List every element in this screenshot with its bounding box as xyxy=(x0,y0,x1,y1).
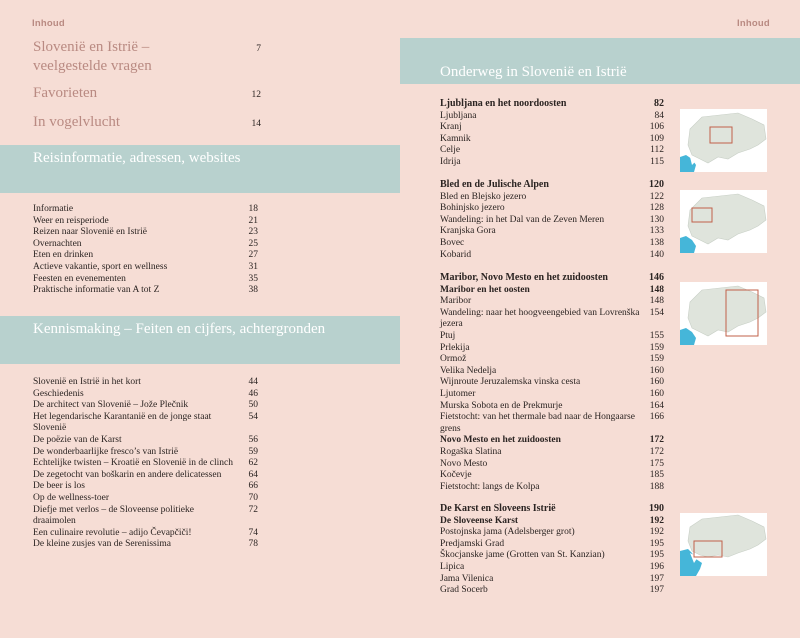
entry-page: 21 xyxy=(248,215,258,226)
reisinformatie-list xyxy=(33,204,258,297)
entry-title: De poëzie van de Karst xyxy=(33,434,122,445)
entry-title: Postojnska jama (Adelsberger grot) xyxy=(440,527,575,538)
entry-page: 154 xyxy=(649,307,664,318)
toc-entry[interactable] xyxy=(440,366,664,378)
toc-entry[interactable] xyxy=(440,192,664,204)
entry-page: 66 xyxy=(248,481,258,492)
locator-map-maribor xyxy=(680,282,767,345)
entry-page: 196 xyxy=(649,561,664,572)
toc-entry[interactable] xyxy=(33,470,258,482)
toc-entry[interactable] xyxy=(440,412,664,435)
entry-page: 120 xyxy=(649,179,664,190)
entry-title: Op de wellness-toer xyxy=(33,492,109,503)
entry-page: 138 xyxy=(649,237,664,248)
entry-title: Weer en reisperiode xyxy=(33,215,109,226)
toc-entry[interactable] xyxy=(33,412,258,435)
entry-title: Favorieten xyxy=(33,85,98,101)
locator-map-bled xyxy=(680,190,767,253)
entry-title: Wijnroute Jeruzalemska vinska cesta xyxy=(440,377,581,388)
toc-entry[interactable] xyxy=(33,216,258,228)
entry-title: Informatie xyxy=(33,204,74,214)
entry-title: Wandeling: in het Dal van de Zeven Meren xyxy=(440,214,605,225)
entry-page: 25 xyxy=(248,238,258,249)
toc-entry[interactable] xyxy=(440,401,664,413)
entry-page: 128 xyxy=(649,203,664,214)
entry-title: Kamnik xyxy=(440,133,471,144)
toc-entry[interactable] xyxy=(33,389,258,401)
entry-title: Ljubljana en het noordoosten xyxy=(440,98,567,109)
entry-page: 70 xyxy=(248,492,258,503)
entry-page: 59 xyxy=(248,446,258,457)
toc-entry[interactable] xyxy=(440,203,664,215)
entry-page: 50 xyxy=(248,400,258,411)
section-heading[interactable] xyxy=(440,179,664,191)
section-band-kennismaking: Kennismaking – Feiten en cijfers, achtergronden xyxy=(0,316,400,364)
entry-page: 160 xyxy=(649,388,664,399)
toc-entry[interactable] xyxy=(440,157,664,169)
toc-entry[interactable] xyxy=(33,458,258,470)
toc-entry[interactable] xyxy=(33,239,258,251)
toc-entry[interactable] xyxy=(33,481,258,493)
entry-page: 172 xyxy=(649,446,664,457)
kennismaking-list xyxy=(33,377,258,551)
entry-page: 18 xyxy=(248,204,258,214)
toc-section-maribor xyxy=(440,272,664,493)
entry-page: 195 xyxy=(649,538,664,549)
entry-page: 172 xyxy=(649,435,664,446)
toc-main-entry[interactable] xyxy=(33,113,261,134)
section-band-reisinformatie: Reisinformatie, adressen, websites xyxy=(0,145,400,193)
toc-entry[interactable] xyxy=(440,516,664,528)
entry-title: Jama Vilenica xyxy=(440,573,494,584)
entry-page: 197 xyxy=(649,573,664,584)
entry-title: Overnachten xyxy=(33,238,82,249)
entry-page: 54 xyxy=(248,411,258,422)
toc-entry[interactable] xyxy=(33,528,258,540)
toc-entry[interactable] xyxy=(440,134,664,146)
locator-map-karst xyxy=(680,513,767,576)
entry-page: 112 xyxy=(650,145,664,156)
entry-title: Velika Nedelja xyxy=(440,365,497,376)
entry-title: Feesten en evenementen xyxy=(33,273,126,284)
entry-page: 115 xyxy=(650,156,664,167)
toc-entry[interactable] xyxy=(33,377,258,389)
entry-title: Praktische informatie van A tot Z xyxy=(33,285,160,296)
toc-entry[interactable] xyxy=(440,539,664,551)
entry-page: 56 xyxy=(248,434,258,445)
entry-title: Lipica xyxy=(440,561,465,572)
entry-title: De Sloveense Karst xyxy=(440,515,519,526)
entry-title: Prlekija xyxy=(440,342,470,353)
toc-entry[interactable] xyxy=(440,285,664,297)
entry-title: De kleine zusjes van de Serenissima xyxy=(33,539,171,550)
toc-entry[interactable] xyxy=(33,505,258,528)
entry-page: 160 xyxy=(649,377,664,388)
entry-page: 164 xyxy=(649,400,664,411)
toc-entry[interactable] xyxy=(33,435,258,447)
toc-entry[interactable] xyxy=(440,482,664,494)
toc-entry[interactable] xyxy=(440,459,664,471)
entry-title: Grad Socerb xyxy=(440,585,488,596)
entry-title: Murska Sobota en de Prekmurje xyxy=(440,400,563,411)
toc-section-bled xyxy=(440,179,664,261)
section-heading[interactable] xyxy=(440,503,664,515)
toc-entry[interactable] xyxy=(440,585,664,597)
entry-page: 44 xyxy=(248,377,258,387)
entry-page: 23 xyxy=(248,227,258,238)
entry-page: 146 xyxy=(649,272,664,283)
entry-title: Het legendarische Karantanië en de jonge staat Slovenië xyxy=(33,411,212,434)
entry-title: Bohinjsko jezero xyxy=(440,203,505,214)
entry-title: Celje xyxy=(440,145,461,156)
entry-title: Kranjska Gora xyxy=(440,226,496,237)
entry-title: Kočevje xyxy=(440,470,472,481)
entry-page: 160 xyxy=(649,365,664,376)
toc-entry[interactable] xyxy=(33,274,258,286)
entry-title: Fietstocht: van het thermale bad naar de Hongaarse grens xyxy=(440,412,635,434)
toc-entry[interactable] xyxy=(33,285,258,297)
entry-page: 82 xyxy=(654,98,664,109)
entry-title: De Karst en Sloveens Istrië xyxy=(440,503,556,514)
entry-title: Predjamski Grad xyxy=(440,538,505,549)
entry-title: Ptuj xyxy=(440,330,456,341)
toc-entry[interactable] xyxy=(440,389,664,401)
running-header-right: Inhoud xyxy=(737,18,770,29)
entry-page: 35 xyxy=(248,273,258,284)
toc-entry[interactable] xyxy=(440,145,664,157)
entry-title: De wonderbaarlijke fresco’s van Istrië xyxy=(33,446,179,457)
entry-title: Maribor en het oosten xyxy=(440,284,530,295)
section-band-onderweg: Onderweg in Slovenië en Istrië xyxy=(400,38,800,84)
toc-main-entry[interactable] xyxy=(33,84,261,105)
entry-title: Kobarid xyxy=(440,249,472,260)
entry-title: Idrija xyxy=(440,156,461,167)
entry-page: 159 xyxy=(649,342,664,353)
entry-page: 84 xyxy=(654,110,664,121)
entry-title: Bled en de Julische Alpen xyxy=(440,179,549,190)
running-header-left: Inhoud xyxy=(32,18,65,29)
entry-page: 78 xyxy=(248,539,258,550)
toc-entry[interactable] xyxy=(33,262,258,274)
entry-page: 155 xyxy=(649,330,664,341)
entry-page: 106 xyxy=(649,122,664,133)
entry-title: Slovenië en Istrië – veelgestelde vragen xyxy=(33,39,152,74)
toc-entry[interactable] xyxy=(440,343,664,355)
entry-page: 46 xyxy=(248,388,258,399)
entry-page: 72 xyxy=(248,504,258,515)
entry-page: 140 xyxy=(649,249,664,260)
entry-title: In vogelvlucht xyxy=(33,114,121,130)
entry-title: Eten en drinken xyxy=(33,250,94,261)
entry-page: 195 xyxy=(649,550,664,561)
entry-page: 64 xyxy=(248,469,258,480)
entry-title: Kranj xyxy=(440,122,462,133)
toc-entry[interactable] xyxy=(33,447,258,459)
toc-entry[interactable] xyxy=(33,400,258,412)
entry-title: Reizen naar Slovenië en Istrië xyxy=(33,227,147,238)
entry-page: 109 xyxy=(649,133,664,144)
entry-title: Actieve vakantie, sport en wellness xyxy=(33,261,168,272)
entry-title: Echtelijke twisten – Kroatië en Slovenië in de clinch xyxy=(33,458,233,469)
entry-page: 31 xyxy=(248,261,258,272)
entry-page: 192 xyxy=(649,515,664,526)
entry-page: 175 xyxy=(649,458,664,469)
entry-title: Novo Mesto en het zuidoosten xyxy=(440,435,561,446)
entry-title: Novo Mesto xyxy=(440,458,488,469)
entry-title: Slovenië en Istrië in het kort xyxy=(33,377,141,387)
entry-page: 197 xyxy=(649,585,664,596)
toc-entry[interactable] xyxy=(440,527,664,539)
toc-main-entry[interactable] xyxy=(33,38,261,76)
toc-entry[interactable] xyxy=(440,308,664,331)
toc-entry[interactable] xyxy=(33,539,258,551)
entry-page: 190 xyxy=(649,503,664,514)
toc-entry[interactable] xyxy=(440,226,664,238)
toc-entry[interactable] xyxy=(33,204,258,216)
entry-page: 192 xyxy=(649,527,664,538)
entry-title: Een culinaire revolutie – adijo Čevapčiči! xyxy=(33,527,192,538)
toc-section-karst xyxy=(440,503,664,597)
entry-page: 148 xyxy=(649,284,664,295)
toc-entry[interactable] xyxy=(440,447,664,459)
entry-title: Geschiedenis xyxy=(33,388,84,399)
section-heading[interactable] xyxy=(440,98,664,110)
toc-entry[interactable] xyxy=(440,296,664,308)
toc-entry[interactable] xyxy=(440,354,664,366)
entry-title: De zegetocht van boškarin en andere delicatessen xyxy=(33,469,222,480)
entry-title: Maribor xyxy=(440,296,472,307)
entry-title: Ljubljana xyxy=(440,110,477,121)
entry-title: Ormož xyxy=(440,354,467,365)
entry-page: 62 xyxy=(248,458,258,469)
entry-page: 130 xyxy=(649,214,664,225)
toc-entry[interactable] xyxy=(440,331,664,343)
entry-page: 148 xyxy=(649,296,664,307)
toc-entry[interactable] xyxy=(33,250,258,262)
entry-page: 14 xyxy=(251,119,261,129)
locator-map-ljubljana xyxy=(680,109,767,172)
toc-entry[interactable] xyxy=(440,470,664,482)
entry-page: 12 xyxy=(251,90,261,100)
entry-page: 122 xyxy=(649,191,664,202)
toc-entry[interactable] xyxy=(33,227,258,239)
entry-page: 7 xyxy=(256,44,261,54)
entry-title: Wandeling: naar het hoogveengebied van Lovrenška jezera xyxy=(440,307,640,330)
section-heading[interactable] xyxy=(440,272,664,284)
entry-title: Škocjanske jame (Grotten van St. Kanzian) xyxy=(440,550,605,561)
main-entries xyxy=(33,38,261,142)
entry-title: Ljutomer xyxy=(440,388,476,399)
entry-page: 166 xyxy=(649,412,664,423)
entry-page: 159 xyxy=(649,354,664,365)
entry-title: Bled en Blejsko jezero xyxy=(440,191,527,202)
entry-title: Rogaška Slatina xyxy=(440,446,502,457)
entry-page: 38 xyxy=(248,285,258,296)
entry-title: Fietstocht: langs de Kolpa xyxy=(440,481,540,492)
toc-entry[interactable] xyxy=(440,574,664,586)
entry-title: Diefje met verlos – de Sloveense politieke draaimolen xyxy=(33,504,194,527)
toc-entry[interactable] xyxy=(440,238,664,250)
entry-title: Maribor, Novo Mesto en het zuidoosten xyxy=(440,272,608,283)
toc-entry[interactable] xyxy=(440,435,664,447)
entry-page: 133 xyxy=(649,226,664,237)
entry-page: 185 xyxy=(649,470,664,481)
toc-entry[interactable] xyxy=(440,562,664,574)
toc-section-ljubljana xyxy=(440,98,664,169)
toc-entry[interactable] xyxy=(440,215,664,227)
toc-entry[interactable] xyxy=(440,550,664,562)
entry-title: De beer is los xyxy=(33,481,85,492)
entry-page: 74 xyxy=(248,527,258,538)
toc-entry[interactable] xyxy=(440,111,664,123)
toc-entry[interactable] xyxy=(440,377,664,389)
toc-entry[interactable] xyxy=(33,493,258,505)
entry-title: De architect van Slovenië – Jože Plečnik xyxy=(33,400,189,411)
toc-entry[interactable] xyxy=(440,122,664,134)
entry-title: Bovec xyxy=(440,237,465,248)
entry-page: 188 xyxy=(649,481,664,492)
entry-page: 27 xyxy=(248,250,258,261)
toc-entry[interactable] xyxy=(440,250,664,262)
